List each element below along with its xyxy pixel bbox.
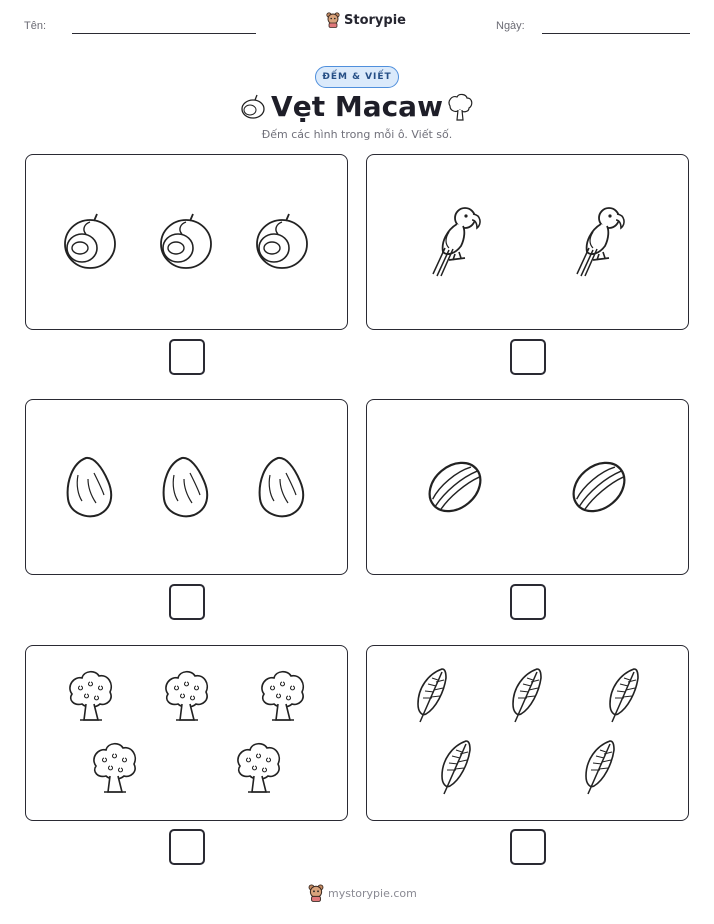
answer-box-seeds[interactable] — [510, 584, 546, 620]
almond-icon — [64, 455, 116, 521]
macaw-icon — [571, 206, 627, 278]
seed-icon — [424, 456, 486, 518]
worksheet-title: Vẹt Macaw — [271, 90, 443, 123]
plum-icon — [60, 212, 120, 272]
tree-icon — [90, 740, 140, 796]
footer — [308, 884, 417, 902]
feather-icon — [412, 666, 448, 726]
tree-icon — [234, 740, 284, 796]
feather-icon — [580, 738, 616, 798]
name-line[interactable] — [72, 33, 256, 34]
plum-icon — [156, 212, 216, 272]
almond-icon — [160, 455, 212, 521]
date-label: Ngày: — [496, 20, 525, 32]
macaw-icon — [427, 206, 483, 278]
instructions: Đếm các hình trong mỗi ô. Viết số. — [261, 128, 453, 141]
answer-box-macaws[interactable] — [510, 339, 546, 375]
tree-icon — [446, 92, 474, 122]
brand-name: Storypie — [344, 12, 406, 28]
seed-icon — [568, 456, 630, 518]
plum-icon — [252, 212, 312, 272]
answer-box-almonds[interactable] — [169, 584, 205, 620]
almond-icon — [256, 455, 308, 521]
bear-mascot-icon — [308, 884, 324, 902]
answer-box-feathers[interactable] — [510, 829, 546, 865]
tree-icon — [162, 668, 212, 724]
footer-url[interactable]: mystorypie.com — [328, 886, 417, 900]
answer-box-trees[interactable] — [169, 829, 205, 865]
feather-icon — [436, 738, 472, 798]
brand-logo — [326, 12, 406, 28]
tree-icon — [66, 668, 116, 724]
tree-icon — [258, 668, 308, 724]
name-label: Tên: — [24, 20, 47, 32]
date-line[interactable] — [542, 33, 690, 34]
answer-box-plums[interactable] — [169, 339, 205, 375]
feather-icon — [604, 666, 640, 726]
bear-mascot-icon — [326, 12, 340, 28]
counting-panel-macaws — [366, 154, 689, 330]
feather-icon — [507, 666, 543, 726]
counting-panel-seeds — [366, 399, 689, 575]
activity-tag: ĐẾM & VIẾT — [315, 66, 399, 88]
